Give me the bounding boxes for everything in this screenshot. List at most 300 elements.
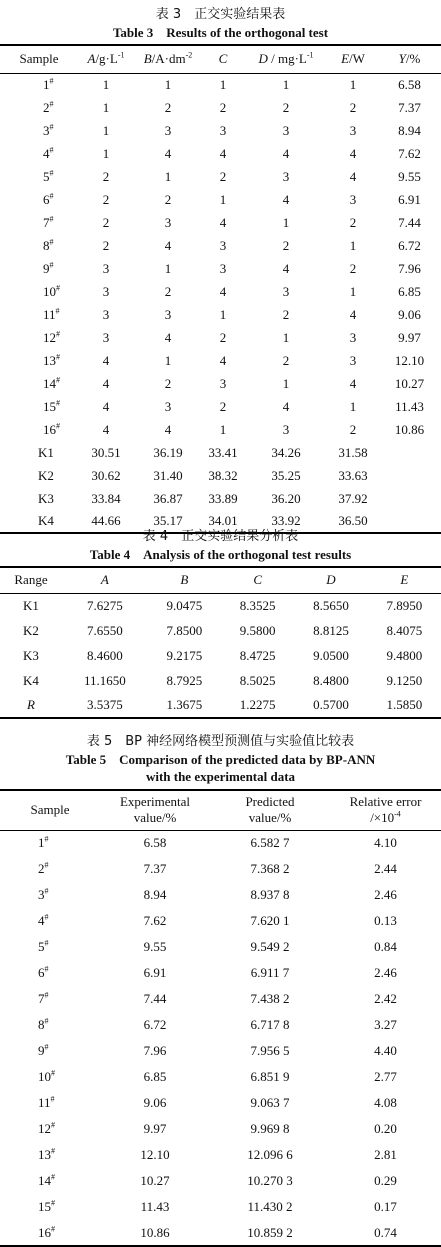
table-cell: 2 [282, 306, 290, 322]
table-4-caption-en: Table 4 Analysis of the orthogonal test results [89, 547, 352, 562]
table-cell: 44.66 [91, 513, 121, 528]
table-row [0, 188, 441, 211]
table-row [0, 643, 441, 668]
table-row [0, 418, 441, 441]
table-cell: 4.40 [374, 1043, 397, 1058]
table-5-caption-en-line1: Table 5 Comparison of the predicted data by BP-ANN [65, 752, 376, 767]
table-row [0, 1168, 441, 1194]
table-cell: 8.4075 [386, 622, 423, 638]
table-cell: 6.851 9 [250, 1069, 290, 1084]
table-cell: 10.86 [394, 421, 425, 437]
table-cell: 10.86 [140, 1224, 170, 1240]
sample-cell: 1# [43, 76, 54, 92]
table-cell: 4 [164, 237, 172, 253]
table-row [0, 908, 441, 934]
table-row [0, 1142, 441, 1168]
table-row [0, 830, 441, 856]
table-row [0, 280, 441, 303]
table-cell: 6.58 [398, 76, 421, 92]
table-row [0, 119, 441, 142]
table-cell: 8.7925 [166, 672, 203, 688]
table-cell: 3 [219, 260, 227, 276]
row-label: K2 [23, 622, 39, 638]
table-cell: 7.6550 [86, 622, 123, 638]
k-row [0, 464, 441, 487]
table-cell: 9.1250 [386, 672, 423, 688]
table-cell: 1 [164, 352, 172, 368]
table-row [0, 73, 441, 96]
table-3-caption-cn: 表 3 正交实验结果表 [155, 7, 286, 22]
sample-cell: 3# [38, 886, 49, 902]
table-cell: 7.620 1 [250, 913, 290, 928]
table-cell: 2 [349, 214, 357, 230]
table-cell: 9.55 [398, 168, 421, 184]
table-row [0, 165, 441, 188]
table-cell: 6.582 7 [250, 835, 290, 851]
table-cell: 8.3525 [239, 597, 276, 613]
table-cell: 4 [102, 421, 110, 437]
table-5-section [0, 733, 441, 1247]
table-cell: 2 [102, 168, 110, 184]
table-row [0, 142, 441, 165]
table-row [0, 693, 441, 718]
table-cell: 2.77 [374, 1069, 397, 1084]
table-cell: 1 [349, 76, 357, 92]
table-row [0, 96, 441, 119]
table-cell: 3 [219, 237, 227, 253]
table-cell: 3 [349, 191, 357, 207]
table-cell: 10.859 2 [247, 1224, 293, 1240]
table-cell: 0.13 [374, 913, 397, 928]
col-header-e: E [400, 572, 409, 588]
table-cell: 34.26 [271, 444, 301, 460]
sample-cell: 15# [38, 1198, 55, 1214]
table-cell: 1.2275 [239, 697, 276, 712]
k-row [0, 441, 441, 464]
table-cell: 3.5375 [86, 697, 123, 712]
table-row [0, 1194, 441, 1220]
table-cell: 7.96 [143, 1043, 167, 1058]
col-header-e: E/W [341, 51, 365, 67]
empty-cell [378, 441, 441, 464]
col-header-predicted: Predicted value/% [245, 794, 295, 826]
table-cell: 7.8950 [386, 597, 423, 613]
table-cell: 1 [282, 214, 290, 230]
table-cell: 0.5700 [313, 697, 349, 712]
table-cell: 8.94 [398, 122, 421, 138]
col-header-a: $A/g\cdot L^{-1}$ [87, 50, 125, 67]
k-row [0, 487, 441, 510]
table-cell: 38.32 [208, 467, 238, 483]
table-cell: 1 [102, 76, 110, 92]
table-cell: 12.10 [140, 1147, 170, 1162]
table-cell: 4 [102, 352, 110, 368]
table-cell: 36.50 [338, 513, 368, 528]
table-cell: 4 [282, 260, 290, 276]
sample-cell: 10# [43, 283, 60, 299]
table-3 [0, 44, 441, 534]
table-cell: 9.549 2 [250, 939, 290, 954]
table-5-caption-cn: 表 5 BP 神经网络模型预测值与实验值比较表 [86, 734, 355, 749]
table-cell: 2 [219, 99, 227, 115]
table-3-caption-en: Table 3 Results of the orthogonal test [112, 25, 329, 40]
table-row [0, 1220, 441, 1246]
table-cell: 33.63 [338, 467, 368, 483]
table-cell: 11.43 [395, 398, 424, 414]
table-cell: 0.17 [374, 1199, 397, 1214]
table-cell: 0.84 [374, 939, 397, 954]
table-row [0, 211, 441, 234]
table-row [0, 668, 441, 693]
table-cell: 9.2175 [166, 647, 203, 663]
sample-cell: 11# [43, 306, 60, 322]
table-cell: 30.51 [91, 444, 121, 460]
table-row [0, 1038, 441, 1064]
table-cell: 11.1650 [83, 672, 126, 688]
table-cell: 7.37 [143, 861, 167, 876]
sample-cell: 16# [43, 421, 60, 437]
table-5-caption-en-line2: with the experimental data [145, 769, 296, 784]
table-cell: 6.72 [143, 1017, 167, 1032]
table-cell: 4 [102, 398, 110, 414]
col-header-c: C [253, 572, 262, 588]
table-cell: 0.29 [374, 1173, 397, 1188]
table-cell: 3 [164, 306, 172, 322]
table-cell: 3.27 [374, 1017, 397, 1032]
sample-cell: 3# [43, 122, 54, 138]
table-cell: 1 [219, 191, 227, 207]
table-cell: 3 [164, 398, 172, 414]
table-cell: 6.91 [398, 191, 421, 207]
k-label: K4 [38, 513, 54, 528]
table-cell: 3 [102, 306, 110, 322]
table-cell: 3 [102, 283, 110, 299]
table-cell: 9.97 [398, 329, 421, 345]
table-cell: 10.27 [140, 1173, 170, 1188]
table-cell: 2 [282, 352, 290, 368]
table-cell: 2 [164, 283, 172, 299]
table-cell: 6.85 [398, 283, 421, 299]
table-cell: 2 [164, 99, 172, 115]
table-cell: 4 [219, 352, 227, 368]
table-row [0, 257, 441, 280]
table-row [0, 1116, 441, 1142]
table-cell: 8.4725 [239, 647, 276, 663]
table-cell: 3 [282, 283, 290, 299]
table-row [0, 349, 441, 372]
table-cell: 3 [349, 329, 357, 345]
sample-cell: 12# [38, 1120, 55, 1136]
table-cell: 3 [219, 375, 227, 391]
table-cell: 4 [349, 375, 357, 391]
table-cell: 8.937 8 [250, 887, 290, 902]
table-cell: 9.063 7 [250, 1095, 290, 1110]
table-cell: 4 [282, 398, 290, 414]
table-cell: 9.06 [398, 306, 421, 322]
sample-cell: 2# [43, 99, 54, 115]
table-row [0, 986, 441, 1012]
table-cell: 2 [102, 191, 110, 207]
row-label: K4 [23, 672, 39, 688]
table-cell: 1 [164, 260, 172, 276]
table-cell: 7.44 [398, 214, 421, 230]
col-header-relative-error: Relative error $/\times 10^{-4}$ [349, 794, 422, 826]
sample-cell: 6# [43, 191, 54, 207]
table-cell: 3 [164, 214, 172, 230]
table-cell: 9.97 [143, 1121, 167, 1136]
table-cell: 10.27 [394, 375, 425, 391]
table-cell: 4 [164, 329, 172, 345]
sample-cell: 11# [38, 1094, 55, 1110]
col-header-a: A [100, 572, 109, 588]
table-cell: 1 [219, 76, 227, 92]
sample-cell: 4# [38, 912, 49, 928]
table-cell: 31.58 [338, 444, 368, 460]
table-cell: 3 [282, 168, 290, 184]
sample-cell: 6# [38, 964, 49, 980]
row-label: R [27, 697, 35, 712]
table-cell: 36.19 [153, 444, 183, 460]
table-cell: 2 [102, 214, 110, 230]
table-cell: 1 [102, 122, 110, 138]
table-cell: 1 [282, 76, 290, 92]
table-cell: 2 [282, 99, 290, 115]
table-cell: 9.969 8 [250, 1121, 290, 1136]
sample-cell: 14# [43, 375, 60, 391]
sample-cell: 5# [38, 938, 49, 954]
table-cell: 8.4800 [313, 672, 349, 688]
table-cell: 2 [349, 421, 357, 437]
table-cell: 3 [219, 122, 227, 138]
table-cell: 4 [102, 375, 110, 391]
table-cell: 33.92 [271, 513, 301, 528]
table-cell: 4 [282, 145, 290, 161]
sample-cell: 9# [43, 260, 54, 276]
table-cell: 9.06 [143, 1095, 167, 1110]
table-5 [0, 789, 441, 1247]
table-cell: 4 [282, 191, 290, 207]
table-cell: 2 [219, 329, 227, 345]
col-header-b: $B/A\cdot dm^{-2}$ [143, 50, 193, 67]
table-cell: 0.20 [374, 1121, 397, 1136]
table-cell: 4 [349, 168, 357, 184]
table-cell: 9.0500 [313, 647, 349, 663]
table-row [0, 934, 441, 960]
table-cell: 2.42 [374, 991, 397, 1006]
table-cell: 4 [219, 214, 227, 230]
table-cell: 1 [102, 145, 110, 161]
table-cell: 4 [219, 145, 227, 161]
table-cell: 11.43 [140, 1199, 170, 1214]
row-label: K3 [23, 647, 39, 663]
table-cell: 12.10 [394, 352, 425, 368]
table-cell: 2.81 [374, 1147, 397, 1162]
sample-cell: 15# [43, 398, 60, 414]
table-cell: 9.4800 [386, 647, 423, 663]
table-cell: 2.46 [374, 965, 397, 980]
table-cell: 8.5025 [239, 672, 276, 688]
col-header-b: B [180, 572, 189, 588]
table-cell: 10.270 3 [247, 1173, 293, 1188]
table-cell: 1 [164, 76, 172, 92]
table-cell: 8.5650 [313, 597, 349, 613]
table-row [0, 372, 441, 395]
table-cell: 6.717 8 [250, 1017, 290, 1032]
table-row [0, 234, 441, 257]
table-row [0, 1090, 441, 1116]
table-4 [0, 566, 441, 719]
table-4-section [0, 528, 441, 719]
sample-cell: 13# [43, 352, 60, 368]
table-cell: 12.096 6 [247, 1147, 293, 1162]
k-label: K3 [38, 490, 54, 506]
sample-cell: 12# [43, 329, 60, 345]
table-cell: 4 [349, 306, 357, 322]
sample-cell: 9# [38, 1042, 49, 1058]
table-cell: 1 [219, 421, 227, 437]
table-cell: 9.55 [143, 939, 167, 954]
col-header-d: $D / mg\cdot L^{-1}$ [258, 50, 314, 67]
sample-cell: 1# [38, 834, 49, 851]
table-cell: 8.8125 [313, 622, 349, 638]
table-cell: 7.438 2 [250, 991, 290, 1006]
table-cell: 7.8500 [166, 622, 203, 638]
table-cell: 7.6275 [86, 597, 123, 613]
sample-cell: 8# [43, 237, 54, 253]
sample-cell: 2# [38, 860, 49, 876]
table-cell: 1.3675 [166, 697, 203, 712]
col-header-sample: Sample [19, 51, 59, 67]
row-label: K1 [23, 597, 39, 613]
table-cell: 35.17 [153, 513, 183, 528]
table-cell: 33.89 [208, 490, 238, 506]
table-row [0, 326, 441, 349]
sample-cell: 13# [38, 1146, 55, 1162]
table-row [0, 303, 441, 326]
table-cell: 6.91 [143, 965, 167, 980]
table-cell: 35.25 [271, 467, 301, 483]
table-cell: 4 [164, 421, 172, 437]
table-cell: 4 [349, 145, 357, 161]
sample-cell: 8# [38, 1016, 49, 1032]
empty-cell [378, 464, 441, 487]
table-row [0, 1012, 441, 1038]
table-cell: 2 [282, 237, 290, 253]
table-cell: 1 [349, 237, 357, 253]
table-cell: 1 [282, 329, 290, 345]
table-cell: 1 [349, 398, 357, 414]
table-row [0, 395, 441, 418]
table-cell: 3 [349, 122, 357, 138]
table-cell: 2 [102, 237, 110, 253]
table-cell: 33.41 [208, 444, 238, 460]
table-row [0, 593, 441, 618]
table-cell: 0.74 [374, 1224, 397, 1240]
table-cell: 1 [349, 283, 357, 299]
table-row [0, 1064, 441, 1090]
table-cell: 3 [164, 122, 172, 138]
table-3-section [0, 6, 441, 534]
table-cell: 7.96 [398, 260, 421, 276]
col-header-range: Range [14, 572, 48, 588]
table-cell: 2 [349, 99, 357, 115]
table-cell: 8.4600 [86, 647, 123, 663]
col-header-d: D [326, 572, 336, 588]
table-cell: 1 [282, 375, 290, 391]
col-header-c: C [218, 51, 228, 67]
table-cell: 2 [349, 260, 357, 276]
col-header-y: Y/% [398, 51, 421, 67]
table-cell: 34.01 [208, 513, 238, 528]
table-4-caption-cn: 表 4 正交实验结果分析表 [142, 529, 299, 544]
table-cell: 1.5850 [386, 697, 423, 712]
table-cell: 7.62 [143, 913, 167, 928]
table-cell: 4 [219, 283, 227, 299]
sample-cell: 7# [43, 214, 54, 230]
table-cell: 2 [219, 398, 227, 414]
table-cell: 3 [102, 260, 110, 276]
table-row [0, 618, 441, 643]
table-cell: 4.08 [374, 1095, 397, 1110]
table-cell: 2.46 [374, 887, 397, 902]
table-cell: 6.85 [143, 1069, 167, 1084]
empty-cell [378, 487, 441, 510]
table-cell: 2 [164, 191, 172, 207]
table-cell: 3 [282, 421, 290, 437]
table-cell: 7.956 5 [250, 1043, 290, 1058]
table-cell: 6.58 [143, 835, 167, 851]
table-row [0, 882, 441, 908]
table-cell: 4 [164, 145, 172, 161]
table-cell: 3 [349, 352, 357, 368]
col-header-sample: Sample [30, 802, 70, 818]
table-cell: 33.84 [91, 490, 121, 506]
table-cell: 7.368 2 [250, 861, 290, 876]
sample-cell: 7# [38, 990, 49, 1006]
table-cell: 3 [102, 329, 110, 345]
table-cell: 6.72 [398, 237, 421, 253]
sample-cell: 5# [43, 168, 54, 184]
sample-cell: 16# [38, 1224, 55, 1240]
table-cell: 6.911 7 [250, 965, 290, 980]
table-cell: 9.5800 [239, 622, 276, 638]
table-cell: 1 [164, 168, 172, 184]
table-cell: 7.44 [143, 991, 167, 1006]
sample-cell: 14# [38, 1172, 55, 1188]
table-cell: 3 [282, 122, 290, 138]
table-cell: 2 [219, 168, 227, 184]
table-row [0, 856, 441, 882]
table-cell: 2.44 [374, 861, 397, 876]
table-cell: 4.10 [374, 835, 397, 851]
table-cell: 9.0475 [166, 597, 203, 613]
k-label: K2 [38, 467, 54, 483]
sample-cell: 4# [43, 145, 54, 161]
table-cell: 11.430 2 [247, 1199, 293, 1214]
table-cell: 7.37 [398, 99, 421, 115]
table-cell: 36.20 [271, 490, 301, 506]
table-cell: 37.92 [338, 490, 368, 506]
col-header-experimental: Experimental value/% [119, 794, 191, 826]
table-cell: 31.40 [153, 467, 183, 483]
table-cell: 7.62 [398, 145, 421, 161]
table-cell: 36.87 [153, 490, 183, 506]
table-cell: 30.62 [91, 467, 121, 483]
table-cell: 1 [102, 99, 110, 115]
table-cell: 8.94 [143, 887, 167, 902]
table-row [0, 960, 441, 986]
table-cell: 1 [219, 306, 227, 322]
